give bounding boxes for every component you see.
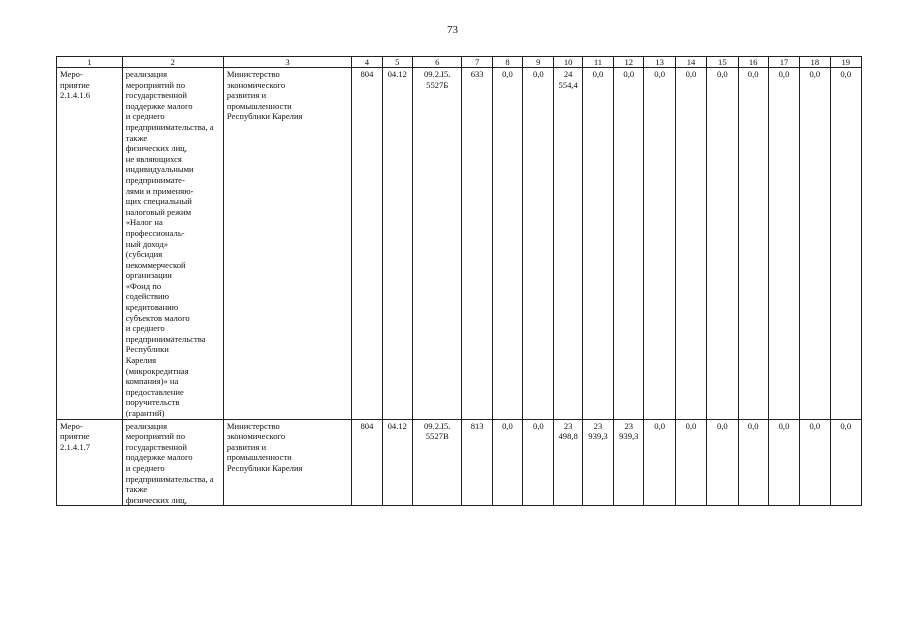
- budget-table: [56, 56, 862, 506]
- value-cell: 0,0: [738, 68, 768, 420]
- value-cell: 633: [462, 68, 492, 420]
- value-cell: 0,0: [707, 68, 738, 420]
- column-header: 16: [738, 57, 768, 68]
- value-cell: 813: [462, 419, 492, 506]
- column-header: 19: [830, 57, 862, 68]
- value-cell: 0,0: [768, 68, 799, 420]
- value-cell: 0,0: [644, 68, 675, 420]
- table-row: [57, 419, 862, 506]
- description-cell: реализация мероприятий по государственной поддержке малого и среднего предпринимательства, а также физических лиц, не являющихся индивидуальными предпринимате- лями и применяю- щих специальный налоговый режим «Налог на профессиональ- ный доход» (субсидия некоммерческой организации «Фонд по содействию кредитованию субъектов малого и среднего предпринимательства Республики Карелия (микрокредитная компания)» на предоставление поручительств (гарантий): [122, 68, 223, 420]
- value-cell: 09.2.I5. 5527В: [412, 419, 462, 506]
- value-cell: 0,0: [523, 68, 554, 420]
- column-header: 3: [223, 57, 351, 68]
- page-number: 73: [447, 24, 458, 36]
- value-cell: 804: [352, 419, 382, 506]
- value-cell: 0,0: [800, 419, 830, 506]
- value-cell: 0,0: [492, 68, 522, 420]
- executor-cell: Министерство экономического развития и промышленности Республики Карелия: [223, 419, 351, 506]
- value-cell: 0,0: [830, 68, 862, 420]
- value-cell: 0,0: [738, 419, 768, 506]
- value-cell: 0,0: [644, 419, 675, 506]
- measure-cell: Меро- приятие 2.1.4.1.7: [57, 419, 123, 506]
- column-number-row: [57, 57, 862, 68]
- value-cell: 0,0: [830, 419, 862, 506]
- value-cell: 0,0: [707, 419, 738, 506]
- column-header: 4: [352, 57, 382, 68]
- value-cell: 09.2.I5. 5527Б: [412, 68, 462, 420]
- value-cell: 23 939,3: [582, 419, 613, 506]
- column-header: 8: [492, 57, 522, 68]
- column-header: 12: [614, 57, 644, 68]
- column-header: 7: [462, 57, 492, 68]
- value-cell: 0,0: [675, 68, 706, 420]
- value-cell: 0,0: [768, 419, 799, 506]
- value-cell: 804: [352, 68, 382, 420]
- column-header: 2: [122, 57, 223, 68]
- value-cell: 23 498,8: [554, 419, 582, 506]
- value-cell: 0,0: [492, 419, 522, 506]
- column-header: 6: [412, 57, 462, 68]
- column-header: 13: [644, 57, 675, 68]
- value-cell: 04.12: [382, 68, 412, 420]
- column-header: 17: [768, 57, 799, 68]
- column-header: 14: [675, 57, 706, 68]
- column-header: 18: [800, 57, 830, 68]
- value-cell: 0,0: [675, 419, 706, 506]
- value-cell: 24 554,4: [554, 68, 582, 420]
- value-cell: 23 939,3: [614, 419, 644, 506]
- column-header: 10: [554, 57, 582, 68]
- executor-cell: Министерство экономического развития и промышленности Республики Карелия: [223, 68, 351, 420]
- value-cell: 0,0: [523, 419, 554, 506]
- value-cell: 04.12: [382, 419, 412, 506]
- value-cell: 0,0: [800, 68, 830, 420]
- value-cell: 0,0: [614, 68, 644, 420]
- measure-cell: Меро- приятие 2.1.4.1.6: [57, 68, 123, 420]
- table-row: [57, 68, 862, 420]
- column-header: 15: [707, 57, 738, 68]
- column-header: 9: [523, 57, 554, 68]
- description-cell: реализация мероприятий по государственной поддержке малого и среднего предпринимательства, а также физических лиц,: [122, 419, 223, 506]
- column-header: 1: [57, 57, 123, 68]
- column-header: 11: [582, 57, 613, 68]
- value-cell: 0,0: [582, 68, 613, 420]
- column-header: 5: [382, 57, 412, 68]
